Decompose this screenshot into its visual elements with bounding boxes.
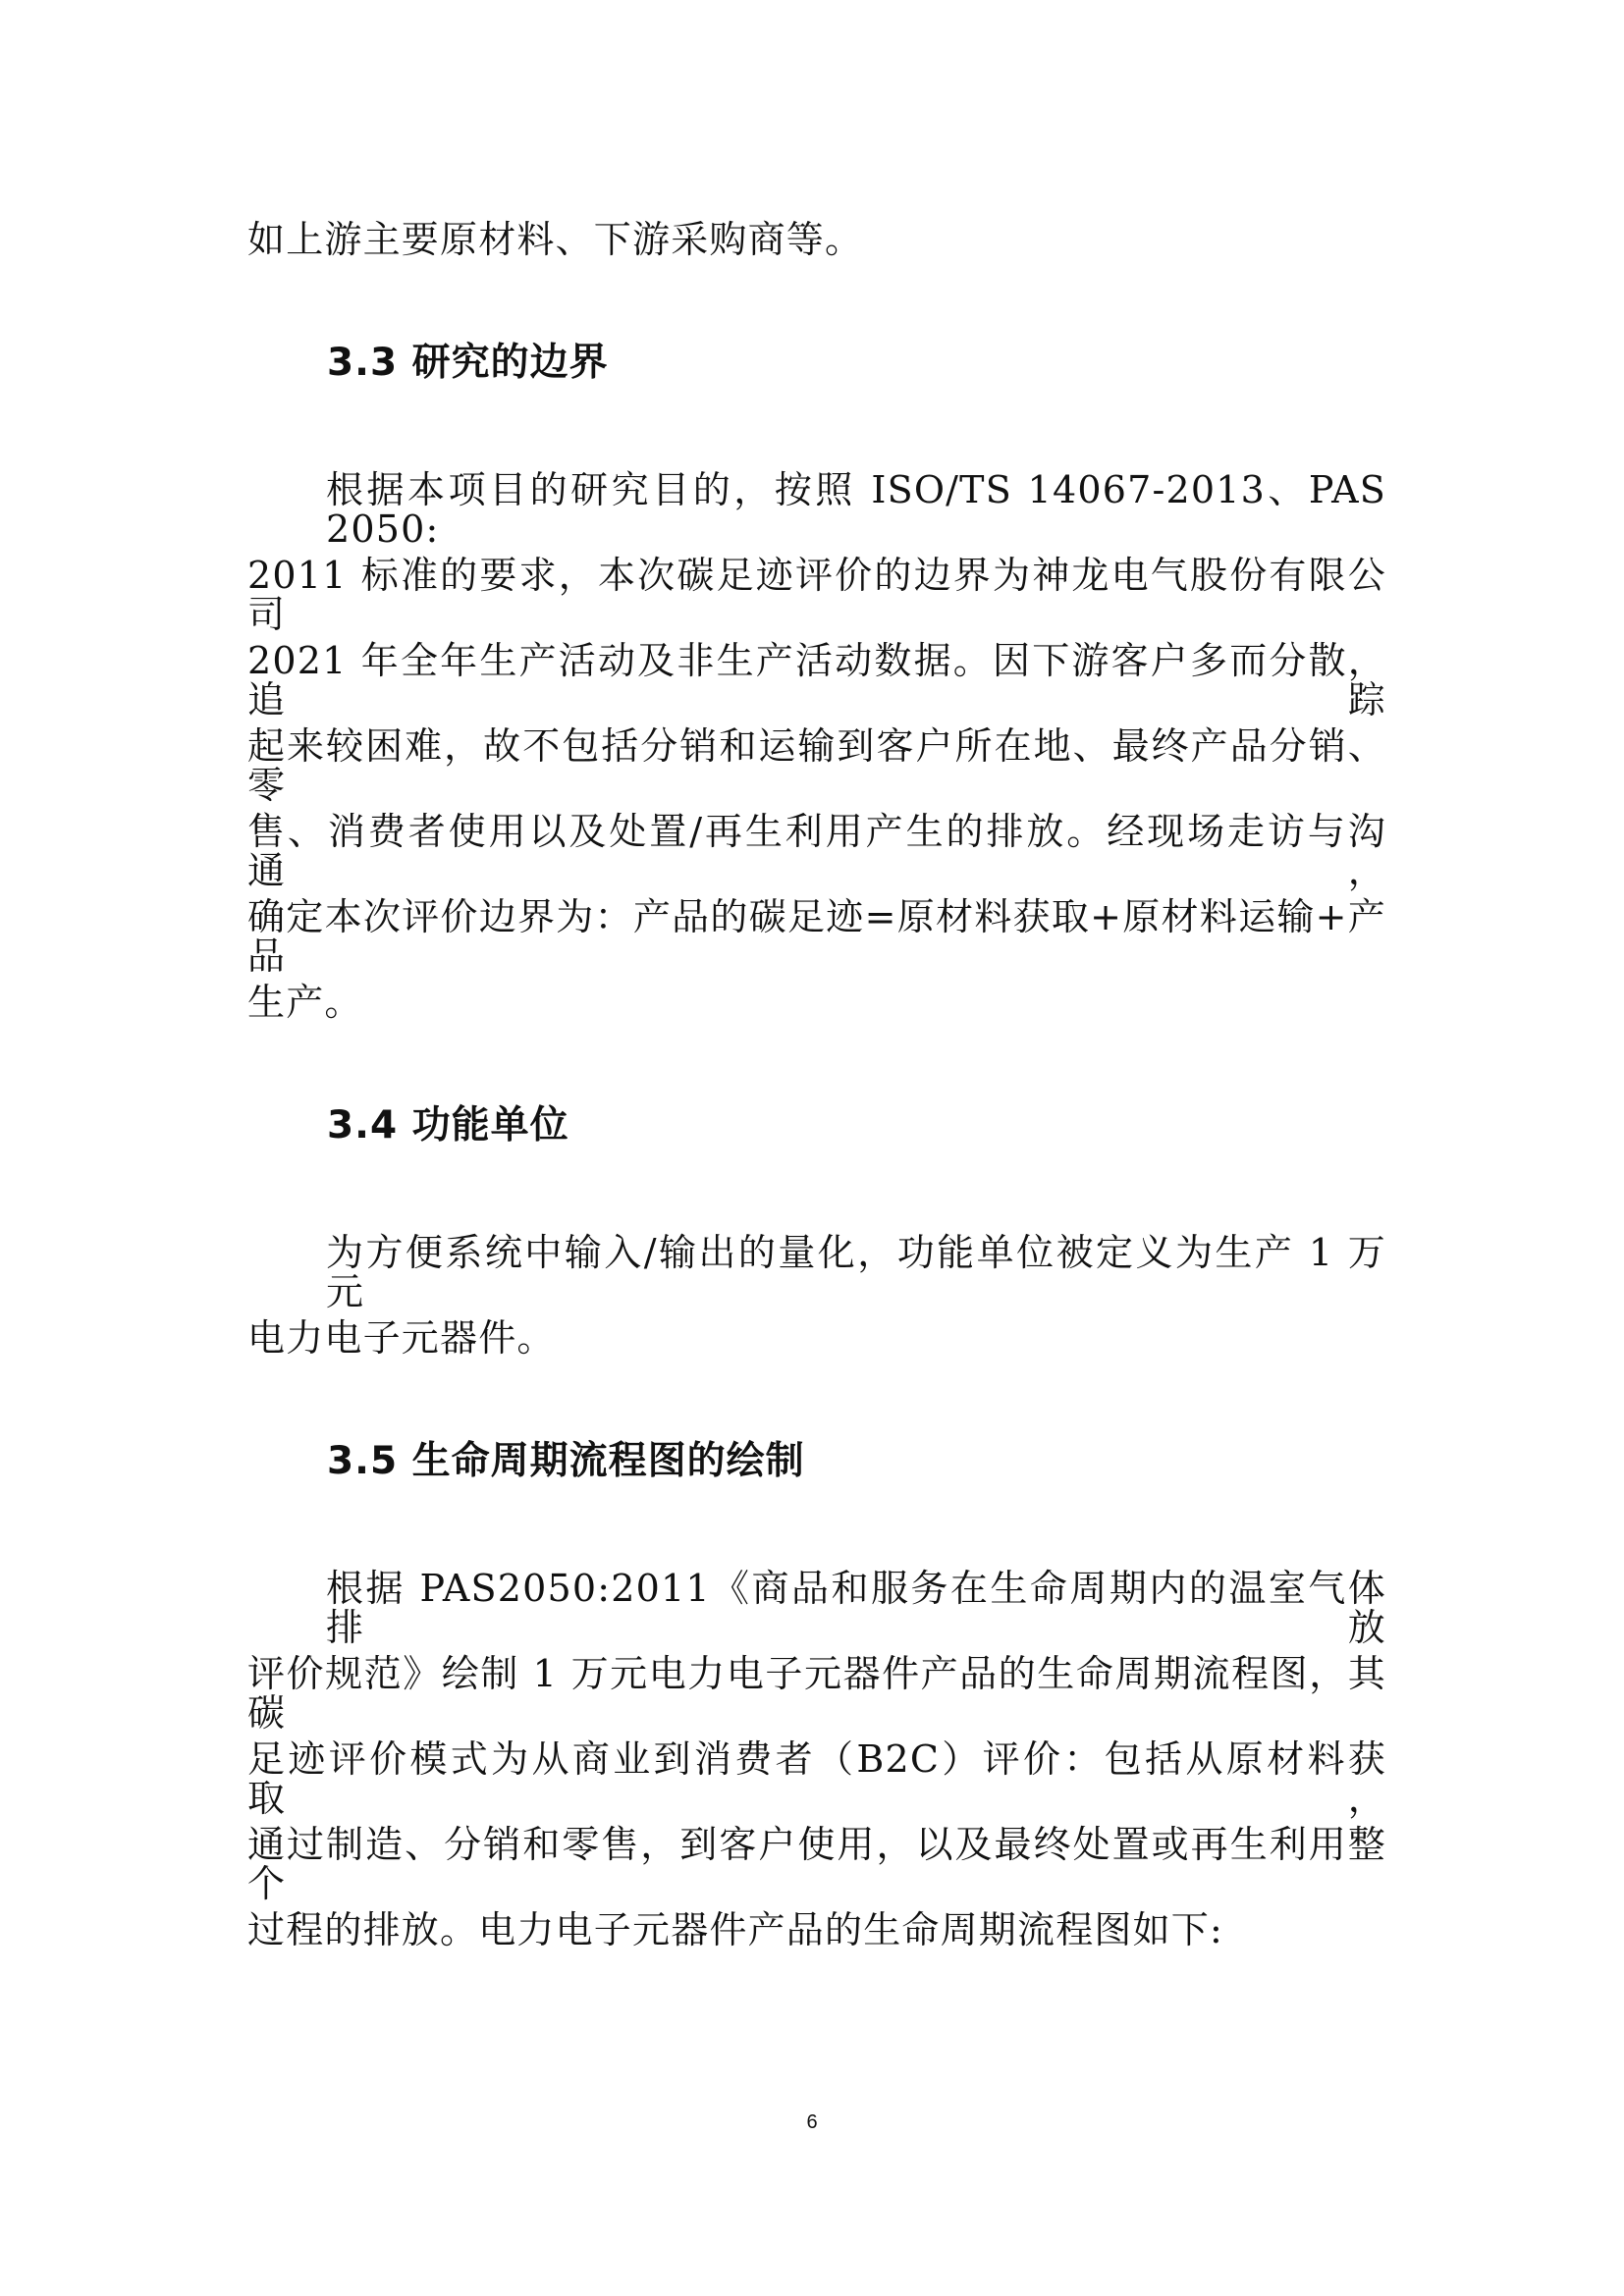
section-3-4-line-1: 为方便系统中输入/输出的量化，功能单位被定义为生产 1 万元 xyxy=(326,1231,1386,1313)
section-3-3-line-2: 2011 标准的要求，本次碳足迹评价的边界为神龙电气股份有限公司 xyxy=(247,554,1386,636)
section-3-5-heading: 3.5 生命周期流程图的绘制 xyxy=(327,1439,805,1483)
section-3-5-line-1: 根据 PAS2050:2011《商品和服务在生命周期内的温室气体排放 xyxy=(326,1567,1386,1649)
section-3-4-line-2: 电力电子元器件。 xyxy=(247,1316,556,1360)
section-3-5-line-2: 评价规范》绘制 1 万元电力电子元器件产品的生命周期流程图，其碳 xyxy=(247,1652,1386,1735)
section-3-3-line-6: 确定本次评价边界为：产品的碳足迹=原材料获取+原材料运输+产品 xyxy=(247,895,1386,978)
section-3-3-line-1: 根据本项目的研究目的，按照 ISO/TS 14067-2013、PAS 2050: xyxy=(326,468,1386,551)
page-number: 6 xyxy=(806,2111,818,2133)
section-3-5-line-3: 足迹评价模式为从商业到消费者（B2C）评价：包括从原材料获取， xyxy=(247,1737,1386,1820)
section-3-3-line-7: 生产。 xyxy=(247,981,363,1024)
intro-paragraph-line: 如上游主要原材料、下游采购商等。 xyxy=(247,218,864,261)
section-3-5-line-4: 通过制造、分销和零售，到客户使用，以及最终处置或再生利用整个 xyxy=(247,1823,1386,1905)
section-3-3-line-3: 2021 年全年生产活动及非生产活动数据。因下游客户多而分散，追踪 xyxy=(247,639,1386,721)
section-3-3-line-5: 售、消费者使用以及处置/再生利用产生的排放。经现场走访与沟通， xyxy=(247,810,1386,892)
section-3-3-line-4: 起来较困难，故不包括分销和运输到客户所在地、最终产品分销、零 xyxy=(247,724,1386,807)
section-3-3-heading: 3.3 研究的边界 xyxy=(327,341,609,385)
section-3-5-line-5: 过程的排放。电力电子元器件产品的生命周期流程图如下: xyxy=(247,1908,1224,1951)
section-3-4-heading: 3.4 功能单位 xyxy=(327,1103,569,1148)
